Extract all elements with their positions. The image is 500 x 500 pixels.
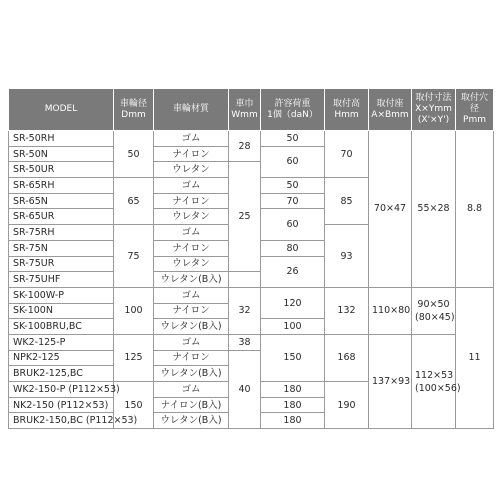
model-cell: SR-75UR	[9, 256, 114, 272]
material-cell: ナイロン	[154, 303, 229, 319]
wheel-width-cell: 38	[229, 334, 261, 350]
hole-diameter-cell: 8.8	[456, 131, 494, 288]
material-cell: ナイロン	[154, 240, 229, 256]
load-cell: 50	[261, 131, 325, 147]
model-cell: NK2-150 (P112×53)	[9, 397, 114, 413]
material-cell: ナイロン	[154, 193, 229, 209]
wheel-width-cell: 28	[229, 131, 261, 162]
header-mount-base: 取付座 A×Bmm	[369, 89, 412, 131]
material-cell: ウレタン(B入)	[154, 366, 229, 382]
wheel-diameter-cell: 50	[114, 131, 154, 178]
mount-height-cell: 168	[325, 334, 369, 381]
model-cell: SR-50RH	[9, 131, 114, 147]
wheel-diameter-cell: 150	[114, 382, 154, 429]
model-cell: SK-100N	[9, 303, 114, 319]
wheel-width-cell: 26	[261, 256, 325, 287]
spec-table	[8, 88, 494, 429]
wheel-diameter-cell: 65	[114, 178, 154, 225]
table-row	[9, 131, 494, 147]
material-cell: ウレタン	[154, 256, 229, 272]
model-cell: NPK2-125	[9, 350, 114, 366]
material-cell: ゴム	[154, 334, 229, 350]
model-cell: SR-50N	[9, 146, 114, 162]
mount-dimensions-cell: 55×28	[412, 131, 456, 288]
header-hole-diameter: 取付穴径 Pmm	[456, 89, 494, 131]
load-cell: 120	[261, 287, 325, 318]
mount-height-cell: 132	[325, 287, 369, 334]
material-cell: ウレタン(B入)	[154, 413, 229, 429]
load-cell: 180	[261, 382, 325, 398]
header-wheel-diameter: 車輪径 Dmm	[114, 89, 154, 131]
model-cell: SR-75UHF	[9, 272, 114, 288]
header-row	[9, 89, 494, 131]
mount-height-cell: 85	[325, 178, 369, 225]
model-cell: WK2-150-P (P112×53)	[9, 382, 114, 398]
load-cell: 70	[261, 193, 325, 209]
mount-base-cell: 110×80	[369, 287, 412, 334]
model-cell: SR-75RH	[9, 225, 114, 241]
wheel-diameter-cell: 100	[114, 287, 154, 334]
material-cell: ゴム	[154, 287, 229, 303]
wheel-width-cell: 40	[229, 350, 261, 428]
mount-dimensions-cell: 90×50 (80×45)	[412, 287, 456, 334]
material-cell: ゴム	[154, 178, 229, 194]
mount-base-cell: 137×93	[369, 334, 412, 428]
material-cell: ナイロン	[154, 146, 229, 162]
model-cell: SK-100BRU,BC	[9, 319, 114, 335]
load-cell: 60	[261, 209, 325, 240]
load-cell: 180	[261, 397, 325, 413]
wheel-diameter-cell: 75	[114, 225, 154, 288]
load-cell: 100	[261, 319, 325, 335]
wheel-width-cell: 25	[229, 162, 261, 272]
load-cell: 150	[261, 334, 325, 381]
material-cell: ゴム	[154, 225, 229, 241]
load-cell: 180	[261, 413, 325, 429]
mount-height-cell: 93	[325, 225, 369, 288]
load-cell: 50	[261, 178, 325, 194]
model-cell: BRUK2-125,BC	[9, 366, 114, 382]
model-cell: SR-65UR	[9, 209, 114, 225]
material-cell: ウレタン(B入)	[154, 319, 229, 335]
mount-height-cell: 70	[325, 131, 369, 178]
material-cell: ゴム	[154, 131, 229, 147]
model-cell: SR-65RH	[9, 178, 114, 194]
model-cell: SR-75N	[9, 240, 114, 256]
model-cell: SR-50UR	[9, 162, 114, 178]
material-cell: ウレタン(B入)	[154, 272, 229, 288]
header-wheel-material: 車輪材質	[154, 89, 229, 131]
mount-base-cell: 70×47	[369, 131, 412, 288]
table-row	[9, 287, 494, 303]
wheel-width-cell: 32	[229, 287, 261, 334]
mount-height-cell: 190	[325, 382, 369, 429]
header-wheel-width: 車巾 Wmm	[229, 89, 261, 131]
hole-diameter-cell: 11	[456, 287, 494, 428]
model-cell: WK2-125-P	[9, 334, 114, 350]
load-cell: 80	[261, 240, 325, 256]
header-mount-height: 取付高 Hmm	[325, 89, 369, 131]
material-cell: ナイロン(B入)	[154, 397, 229, 413]
table-row	[9, 334, 494, 350]
model-cell: SR-65N	[9, 193, 114, 209]
header-allowable-load: 許容荷重 1個（daN）	[261, 89, 325, 131]
wheel-diameter-cell: 125	[114, 334, 154, 381]
material-cell: ゴム	[154, 382, 229, 398]
mount-dimensions-cell: 112×53 (100×56)	[412, 334, 456, 428]
load-cell: 60	[261, 146, 325, 177]
header-mount-dimensions: 取付寸法 X×Ymm (X'×Y')	[412, 89, 456, 131]
material-cell: ウレタン	[154, 162, 229, 178]
model-cell: BRUK2-150,BC (P112×53)	[9, 413, 114, 429]
header-model: MODEL	[9, 89, 114, 131]
material-cell: ウレタン	[154, 209, 229, 225]
material-cell: ナイロン	[154, 350, 229, 366]
model-cell: SK-100W-P	[9, 287, 114, 303]
